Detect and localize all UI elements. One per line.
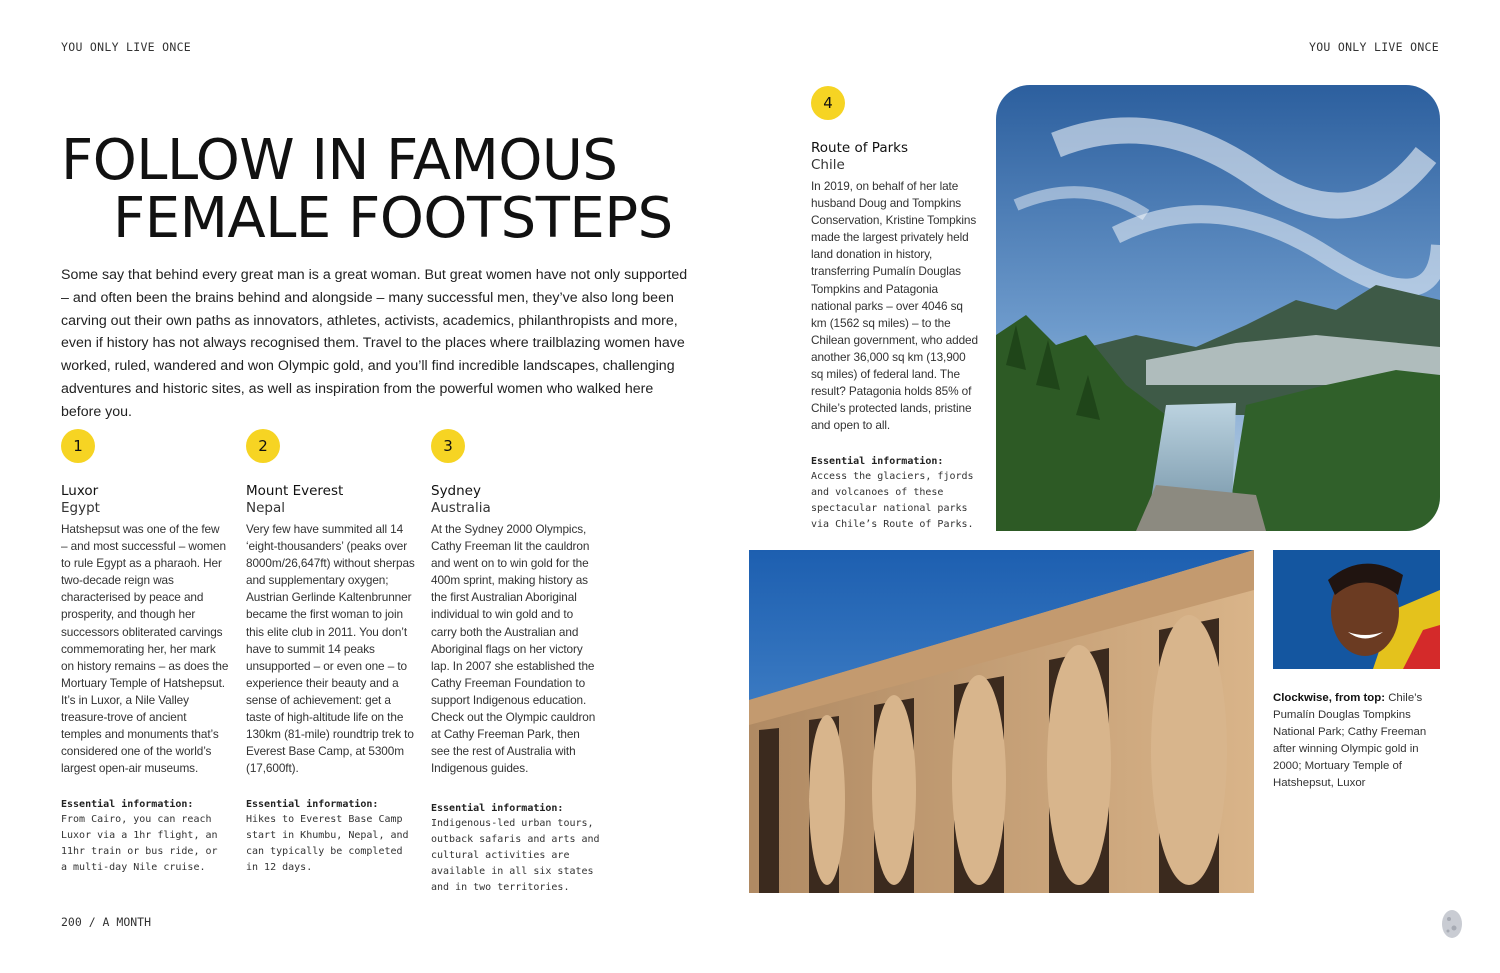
- headline-line-2: FEMALE FOOTSTEPS: [113, 186, 673, 251]
- essential-info-label: Essential information:: [431, 803, 564, 815]
- running-head-left: YOU ONLY LIVE ONCE: [61, 40, 192, 54]
- folio: [61, 915, 151, 929]
- headline: [61, 128, 721, 251]
- entry-title: Sydney: [431, 483, 481, 499]
- entry-body: At the Sydney 2000 Olympics, Cathy Freeman lit the cauldron and went on to win gold for the 400m sprint, making history as the first Australian Aboriginal individual to win gold and to carry both the Australian and Aboriginal flags on her victory lap. In 2007 she established the Cathy Freeman Foundation to support Indigenous education. Check out the Olympic cauldron at Cathy Freeman Park, then see the rest of Australia with Indigenous guides.: [431, 522, 596, 776]
- number-badge: 3: [431, 429, 465, 463]
- essential-info-label: Essential information:: [246, 799, 379, 811]
- entry-country: Nepal: [246, 500, 285, 516]
- caption-text: Chile’s Pumalín Douglas Tompkins National Park; Cathy Freeman after winning Olympic gold in 2000; Mortuary Temple of Hatshepsut, Luxor: [1273, 692, 1427, 789]
- entry-body: Very few have summited all 14 ‘eight-thousanders’ (peaks over 8000m/26,647ft) without sherpas and supplementary oxygen; Austrian Gerlinde Kaltenbrunner became the first woman to join this elite club in 2011. You don’t have to summit 14 peaks unsupported – or even one – to experience their beauty and a sense of achievement: get a taste of high-altitude life on the 130km (81-mile) roundtrip trek to Everest Base Camp, at 5300m (17,600ft).: [246, 522, 415, 776]
- essential-info-label: Essential information:: [811, 456, 944, 468]
- entry-sydney: [431, 429, 601, 895]
- entry-body: Hatshepsut was one of the few – and most successful – women to rule Egypt as a pharaoh. Her two-decade reign was characterised by peace and prosperity, and though her successors obliterated carvings commemorating her, her mark on history remains – as does the Mortuary Temple of Hatshepsut. It’s in Luxor, a Nile Valley treasure-trove of ancient temples and monuments that’s considered one of the world’s largest open-air museums.: [61, 522, 229, 776]
- entry-body: In 2019, on behalf of her late husband Doug and Tompkins Conservation, Kristine Tompkins made the largest privately held land donation in history, transferring Pumalín Douglas Tompkins and Patagonia national parks – over 4046 sq km (1562 sq miles) – to the Chilean government, who added another 36,000 sq km (13,900 sq miles) of federal land. The result? Patagonia holds 85% of Chile’s protected lands, pristine and open to all.: [811, 179, 978, 433]
- chile-landscape-photo: [996, 85, 1440, 531]
- entry-route-of-parks: [811, 86, 979, 533]
- moon-icon: [1440, 909, 1462, 939]
- entry-title: Mount Everest: [246, 483, 344, 499]
- number-badge: 2: [246, 429, 280, 463]
- number-badge: 4: [811, 86, 845, 120]
- number-badge: 1: [61, 429, 95, 463]
- essential-info-label: Essential information:: [61, 799, 194, 811]
- essential-info-text: Access the glaciers, fjords and volcanoes of these spectacular national parks via Chile’s Route of Parks.: [811, 471, 974, 530]
- entry-country: Chile: [811, 157, 845, 173]
- entry-country: Egypt: [61, 500, 100, 516]
- entry-luxor: [61, 429, 229, 876]
- headline-line-1: FOLLOW IN FAMOUS: [61, 128, 618, 193]
- essential-info-text: Hikes to Everest Base Camp start in Khumbu, Nepal, and can typically be completed in 12 days.: [246, 814, 409, 873]
- entry-title: Luxor: [61, 483, 99, 499]
- essential-info-text: From Cairo, you can reach Luxor via a 1hr flight, an 11hr train or bus ride, or a multi-day Nile cruise.: [61, 814, 218, 873]
- essential-info-text: Indigenous-led urban tours, outback safaris and arts and cultural activities are available in all six states and in two territories.: [431, 818, 600, 893]
- cathy-freeman-photo: [1273, 550, 1440, 669]
- caption-lead: Clockwise, from top:: [1273, 692, 1386, 704]
- entry-title: Route of Parks: [811, 140, 908, 156]
- running-head-right: YOU ONLY LIVE ONCE: [1308, 40, 1439, 54]
- entry-country: Australia: [431, 500, 491, 516]
- section-name: / A MONTH: [81, 915, 152, 929]
- intro-paragraph: Some say that behind every great man is a great woman. But great women have not only supported – and often been the brains behind and alongside – many successful men, they’ve also long been carving out their own paths as innovators, athletes, activists, academics, philanthropists and more, even if history has not always recognised them. Travel to the places where trailblazing women have worked, ruled, wandered and won Olympic gold, and you’ll find incredible landscapes, challenging adventures and historic sites, as well as inspiration from the powerful women who walked here before you.: [61, 267, 688, 420]
- photo-caption: [1273, 690, 1443, 792]
- hatshepsut-temple-photo: [749, 550, 1254, 893]
- page-number: 200: [61, 915, 82, 929]
- entry-mount-everest: [246, 429, 418, 876]
